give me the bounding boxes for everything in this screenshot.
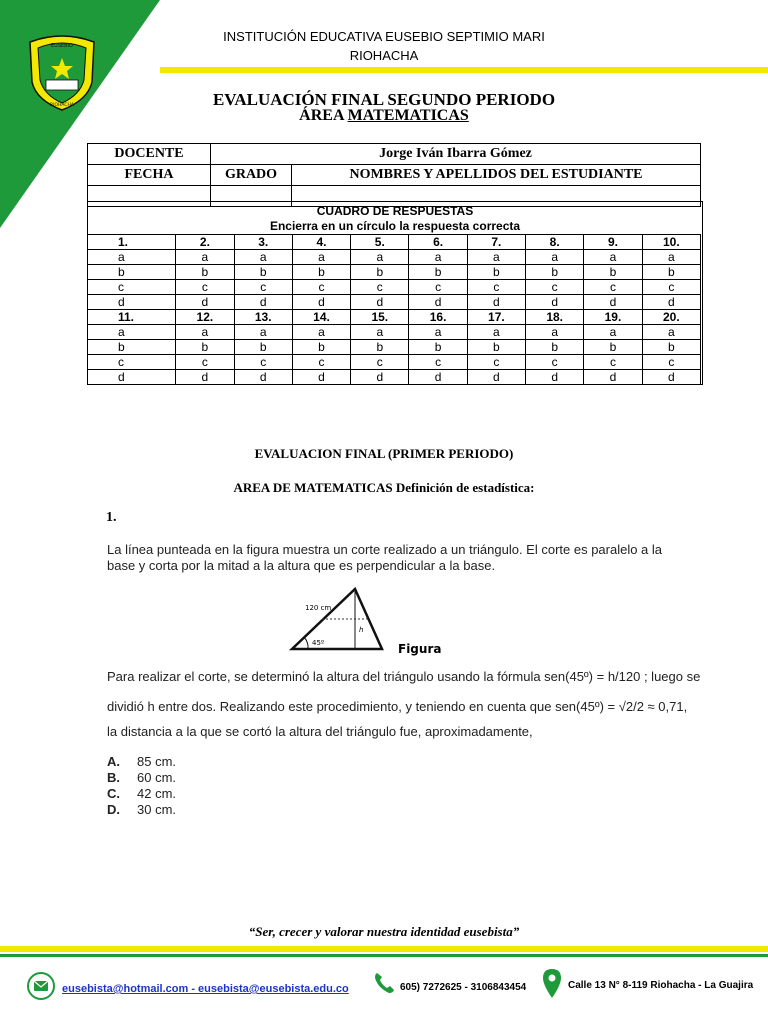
answer-option-cell[interactable]: c: [584, 280, 642, 295]
answer-option-cell[interactable]: c: [409, 280, 467, 295]
institution-name: INSTITUCIÓN EDUCATIVA EUSEBIO SEPTIMIO MARI: [223, 29, 545, 44]
answer-number-row: [88, 310, 701, 325]
answer-number-cell: 6.: [409, 235, 467, 250]
triangle-figure: [280, 585, 460, 660]
answer-number-cell: 12.: [176, 310, 234, 325]
answer-option-cell[interactable]: c: [234, 355, 292, 370]
svg-text:h: h: [359, 626, 364, 634]
answer-option-cell[interactable]: c: [642, 280, 700, 295]
answer-number-cell: 16.: [409, 310, 467, 325]
answer-option-cell[interactable]: d: [234, 295, 292, 310]
answer-option-cell[interactable]: c: [292, 355, 350, 370]
answer-option-cell[interactable]: b: [292, 265, 350, 280]
answer-option-cell[interactable]: a: [526, 250, 584, 265]
footer-yellow-band: [0, 946, 768, 952]
svg-text:EUSEBIO: EUSEBIO: [51, 43, 73, 49]
answer-number-cell: 9.: [584, 235, 642, 250]
exam-area: [120, 107, 648, 125]
area-value: MATEMATICAS: [347, 107, 469, 124]
answer-option-cell[interactable]: a: [584, 325, 642, 340]
answer-option-cell[interactable]: a: [642, 250, 700, 265]
answer-option-cell[interactable]: d: [467, 370, 525, 385]
answer-option-cell[interactable]: b: [526, 340, 584, 355]
answer-option-cell[interactable]: b: [351, 265, 409, 280]
answer-option-cell[interactable]: a: [351, 250, 409, 265]
answer-option-cell[interactable]: b: [642, 340, 700, 355]
answer-option-cell[interactable]: a: [234, 325, 292, 340]
answer-option-cell[interactable]: b: [584, 265, 642, 280]
fecha-label: FECHA: [88, 165, 211, 186]
answer-option-row: [88, 295, 701, 310]
question-line-4: dividió h entre dos. Realizando este procedimiento, y teniendo en cuenta que sen(45º) = √2/2 ≈ 0,71,: [107, 699, 688, 714]
answer-option-cell[interactable]: a: [467, 250, 525, 265]
answer-option-cell[interactable]: b: [409, 340, 467, 355]
answer-number-cell: 2.: [176, 235, 234, 250]
section-subtitle: AREA DE MATEMATICAS Definición de estadística:: [233, 480, 535, 495]
answer-option-cell[interactable]: c: [176, 280, 234, 295]
school-address: Calle 13 N° 8-119 Riohacha - La Guajira: [568, 980, 754, 991]
answer-option-cell[interactable]: a: [234, 250, 292, 265]
email-link[interactable]: eusebista@hotmail.com - eusebista@eusebista.edu.co: [62, 983, 349, 995]
answer-number-cell: 14.: [292, 310, 350, 325]
answer-option-cell[interactable]: d: [176, 370, 234, 385]
answer-option-cell[interactable]: b: [351, 340, 409, 355]
answer-option-row: [88, 370, 701, 385]
answer-number-cell: 1.: [88, 235, 176, 250]
answer-option-cell[interactable]: d: [526, 370, 584, 385]
answer-option-cell[interactable]: b: [409, 265, 467, 280]
answer-option-cell[interactable]: d: [292, 295, 350, 310]
phone-number: 605) 7272625 - 3106843454: [400, 982, 527, 993]
option-c[interactable]: C. 42 cm.: [107, 786, 177, 801]
answer-number-cell: 13.: [234, 310, 292, 325]
answer-option-cell[interactable]: a: [409, 250, 467, 265]
answer-number-cell: 8.: [526, 235, 584, 250]
answer-number-row: [88, 235, 701, 250]
svg-text:120 cm: 120 cm: [305, 604, 332, 612]
answer-option-cell[interactable]: c: [88, 280, 176, 295]
answer-option-row: [88, 250, 701, 265]
svg-text:45º: 45º: [312, 639, 325, 647]
school-motto: “Ser, crecer y valorar nuestra identidad eusebista”: [248, 924, 520, 939]
answer-option-cell[interactable]: c: [351, 355, 409, 370]
answer-option-cell[interactable]: a: [467, 325, 525, 340]
answer-option-cell[interactable]: d: [584, 370, 642, 385]
answer-option-cell[interactable]: a: [642, 325, 700, 340]
exam-title: EVALUACIÓN FINAL SEGUNDO PERIODO: [212, 90, 556, 109]
answer-option-cell[interactable]: a: [88, 250, 176, 265]
answer-number-cell: 17.: [467, 310, 525, 325]
answer-option-cell[interactable]: c: [584, 355, 642, 370]
student-info-table: [87, 143, 701, 207]
footer-green-band: [0, 954, 768, 957]
question-line-2: base y corta por la mitad a la altura que es perpendicular a la base.: [107, 558, 496, 573]
question-line-5: la distancia a la que se cortó la altura del triángulo fue, aproximadamente,: [107, 724, 533, 739]
answer-option-cell[interactable]: a: [351, 325, 409, 340]
answer-option-cell[interactable]: d: [88, 370, 176, 385]
docente-label: DOCENTE: [88, 144, 211, 165]
answer-option-cell[interactable]: b: [88, 340, 176, 355]
answer-option-cell[interactable]: b: [292, 340, 350, 355]
email-icon: [26, 971, 56, 1001]
answer-option-cell[interactable]: d: [467, 295, 525, 310]
answer-option-cell[interactable]: d: [292, 370, 350, 385]
answer-option-row: [88, 325, 701, 340]
answer-option-cell[interactable]: c: [176, 355, 234, 370]
area-label: ÁREA: [299, 107, 344, 124]
answer-option-cell[interactable]: b: [88, 265, 176, 280]
answer-number-cell: 3.: [234, 235, 292, 250]
answer-option-cell[interactable]: d: [409, 370, 467, 385]
svg-text:RIOHACHA: RIOHACHA: [50, 103, 74, 108]
answer-option-cell[interactable]: a: [409, 325, 467, 340]
answer-option-cell[interactable]: b: [526, 265, 584, 280]
answer-number-cell: 20.: [642, 310, 700, 325]
answer-number-cell: 5.: [351, 235, 409, 250]
docente-value: Jorge Iván Ibarra Gómez: [211, 144, 701, 165]
answer-option-cell[interactable]: d: [409, 295, 467, 310]
answer-option-cell[interactable]: c: [292, 280, 350, 295]
answer-option-cell[interactable]: d: [642, 295, 700, 310]
answer-option-cell[interactable]: b: [584, 340, 642, 355]
option-d[interactable]: D. 30 cm.: [107, 802, 177, 817]
answer-option-cell[interactable]: a: [176, 325, 234, 340]
answer-grid: [87, 201, 703, 385]
answer-option-cell[interactable]: a: [526, 325, 584, 340]
answer-grid-title: CUADRO DE RESPUESTAS: [316, 204, 474, 218]
answer-option-cell[interactable]: c: [526, 280, 584, 295]
answer-grid-table: [87, 234, 701, 385]
header-yellow-band: [160, 67, 768, 73]
answer-option-cell[interactable]: b: [176, 265, 234, 280]
answer-option-cell[interactable]: c: [409, 355, 467, 370]
answer-option-cell[interactable]: b: [642, 265, 700, 280]
question-number: 1.: [106, 510, 117, 525]
answer-grid-instruction: Encierra en un círculo la respuesta correcta: [269, 219, 521, 233]
option-b[interactable]: B. 60 cm.: [107, 770, 177, 785]
question-line-1: La línea punteada en la figura muestra un corte realizado a un triángulo. El corte es paralelo a la: [107, 542, 663, 557]
answer-number-cell: 10.: [642, 235, 700, 250]
answer-option-cell[interactable]: d: [584, 295, 642, 310]
answer-number-cell: 18.: [526, 310, 584, 325]
answer-option-cell[interactable]: c: [642, 355, 700, 370]
answer-option-cell[interactable]: c: [467, 280, 525, 295]
answer-option-cell[interactable]: d: [642, 370, 700, 385]
section-title: EVALUACION FINAL (PRIMER PERIODO): [254, 446, 514, 461]
answer-option-cell[interactable]: a: [88, 325, 176, 340]
answer-option-cell[interactable]: a: [292, 325, 350, 340]
answer-option-cell[interactable]: d: [351, 295, 409, 310]
student-name-label: NOMBRES Y APELLIDOS DEL ESTUDIANTE: [292, 165, 701, 186]
answer-number-cell: 19.: [584, 310, 642, 325]
answer-option-cell[interactable]: d: [526, 295, 584, 310]
answer-option-cell[interactable]: a: [584, 250, 642, 265]
answer-option-cell[interactable]: d: [88, 295, 176, 310]
answer-number-cell: 15.: [351, 310, 409, 325]
question-line-3: Para realizar el corte, se determinó la altura del triángulo usando la fórmula sen(45º) = h/120 ; luego se: [107, 669, 701, 684]
answer-option-row: [88, 280, 701, 295]
answer-option-cell[interactable]: b: [176, 340, 234, 355]
grado-label: GRADO: [211, 165, 292, 186]
answer-option-cell[interactable]: c: [88, 355, 176, 370]
institution-city: RIOHACHA: [349, 48, 419, 63]
answer-option-cell[interactable]: b: [234, 265, 292, 280]
answer-option-row: [88, 340, 701, 355]
phone-icon: [372, 970, 396, 996]
figure-label: Figura: [398, 642, 442, 656]
answer-option-cell[interactable]: a: [292, 250, 350, 265]
answer-number-cell: 4.: [292, 235, 350, 250]
answer-number-cell: 7.: [467, 235, 525, 250]
answer-option-cell[interactable]: b: [467, 265, 525, 280]
answer-option-cell[interactable]: c: [467, 355, 525, 370]
answer-option-cell[interactable]: b: [234, 340, 292, 355]
answer-option-cell[interactable]: c: [351, 280, 409, 295]
answer-option-cell[interactable]: c: [526, 355, 584, 370]
answer-option-cell[interactable]: c: [234, 280, 292, 295]
location-pin-icon: [542, 968, 562, 1000]
answer-option-cell[interactable]: d: [234, 370, 292, 385]
answer-option-row: [88, 355, 701, 370]
answer-option-cell[interactable]: a: [176, 250, 234, 265]
option-a[interactable]: A. 85 cm.: [107, 754, 177, 769]
answer-option-row: [88, 265, 701, 280]
answer-option-cell[interactable]: d: [176, 295, 234, 310]
answer-number-cell: 11.: [88, 310, 176, 325]
answer-option-cell[interactable]: b: [467, 340, 525, 355]
answer-option-cell[interactable]: d: [351, 370, 409, 385]
